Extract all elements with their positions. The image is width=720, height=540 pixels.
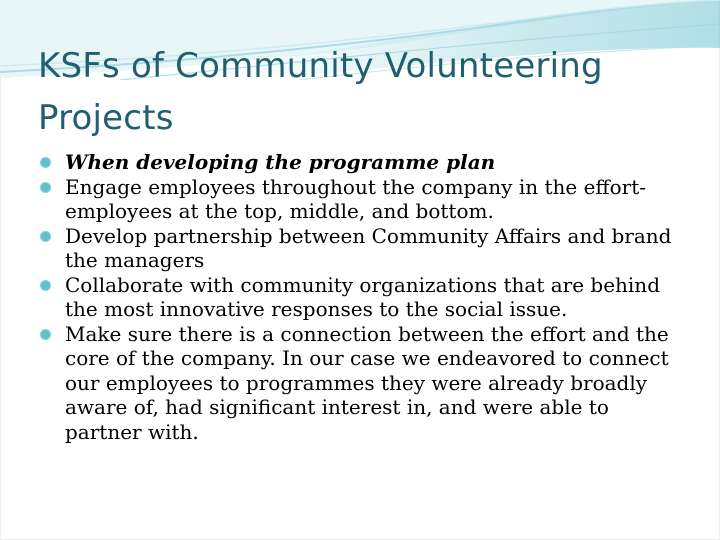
bullet-item — [38, 224, 688, 273]
bullet-point-icon — [40, 157, 51, 168]
bullet-text: Collaborate with community organizations that are behind the most innovative responses to the social issue. — [65, 272, 660, 321]
bullet-point-icon — [40, 329, 51, 340]
bullet-text: Develop partnership between Community Affairs and brand the managers — [65, 223, 672, 272]
bullet-point-icon — [40, 280, 51, 291]
slide-title: KSFs of Community Volunteering Projects — [38, 46, 603, 138]
bullet-text: When developing the programme plan — [65, 150, 496, 174]
bullet-item — [38, 150, 688, 175]
bullet-item — [38, 175, 688, 224]
bullet-text: Make sure there is a connection between the effort and the core of the company. In our case we endeavored to connect our employees to programmes they were already broadly aware of, had significant interest in, and were able to partner with. — [65, 321, 669, 444]
bullet-point-icon — [40, 231, 51, 242]
bullet-item — [38, 322, 688, 445]
bullet-point-icon — [40, 182, 51, 193]
bullet-list — [38, 150, 688, 444]
bullet-item — [38, 273, 688, 322]
bullet-text: Engage employees throughout the company in the effort- employees at the top, middle, and bottom. — [65, 174, 647, 223]
